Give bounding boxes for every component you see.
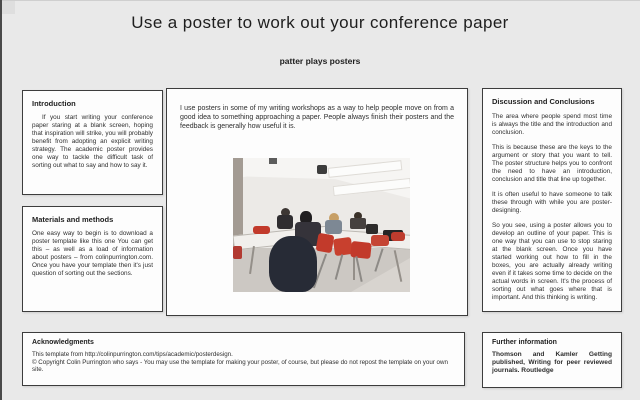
materials-body: One easy way to begin is to download a poster template like this one You can get this – as well as a load of information about posters – from colinpurrington.com. Once you have your template then it's just question of sorting out the sections. (32, 230, 153, 277)
center-body: I use posters in some of my writing workshops as a way to help people move on from a good idea to something approaching a paper. People always finish their posters and the feedback is generally how useful it is. (180, 105, 454, 130)
introduction-heading: Introduction (32, 99, 76, 108)
photo-red-chair (371, 235, 389, 246)
discussion-paragraph: It is often useful to have someone to talk these through with while you are poster-designing. (492, 191, 612, 214)
photo-person-body (325, 220, 342, 234)
photo-jacket-on-chair (269, 236, 317, 292)
photo-projector (317, 165, 327, 174)
center-box (166, 88, 468, 316)
materials-box (22, 206, 163, 312)
poster-title: Use a poster to work out your conference paper (131, 13, 509, 32)
discussion-heading: Discussion and Conclusions (492, 97, 595, 106)
introduction-box (22, 90, 163, 195)
further-information-box (482, 332, 622, 388)
photo-red-chair (391, 232, 405, 241)
materials-heading: Materials and methods (32, 215, 114, 224)
discussion-paragraph: The area where people spend most time is always the title and the introduction and conclusion. (492, 113, 612, 136)
discussion-paragraph: This is because these are the keys to the argument or story that you want to tell. The poster structure helps you to confront the need to have an introduction, conclusion and title that line up together. (492, 144, 612, 183)
photo-person-body (350, 218, 366, 229)
further-information-body: Thomson and Kamler Getting published, Writing for peer reviewed journals. Routledge (492, 351, 612, 374)
further-information-heading: Further information (492, 339, 557, 346)
window-top-edge (0, 0, 640, 1)
acknowledgments-line2: © Copyright Colin Purrington who says - You may use the template for making your poster, of course, but please do not repost the template on your own site. (32, 358, 448, 373)
workshop-photo (233, 158, 410, 292)
photo-red-bag (233, 246, 242, 259)
poster-subtitle: patter plays posters (279, 56, 361, 66)
photo-red-object (253, 226, 270, 234)
acknowledgments-line1: This template from http://colinpurrington.com/tips/academic/posterdesign. (32, 351, 233, 358)
photo-ceiling-speaker (269, 158, 277, 164)
photo-person-body (277, 215, 293, 229)
acknowledgments-heading: Acknowledgments (32, 339, 94, 346)
discussion-paragraph: So you see, using a poster allows you to develop an outline of your paper. This is one way that you can use to stop staring at the blank screen. Once you have started working out how to fill in the boxes, you are actually already writing even if it takes some time to decide on the actual words in screen. It's the process of sorting out what goes where that is important. And this thinking is writing. (492, 222, 612, 301)
introduction-body: If you start writing your conference paper staring at a blank screen, hoping that inspiration will strike, you will probably benefit from adopting an explicit writing strategy. The academic poster provides one way to tackle the difficult task of sorting out what to say and how to say it. (32, 114, 153, 169)
photo-bag (366, 224, 378, 234)
photo-red-chair (350, 241, 372, 259)
photo-red-chair (316, 233, 335, 254)
discussion-box (482, 88, 622, 312)
acknowledgments-box (22, 332, 465, 386)
